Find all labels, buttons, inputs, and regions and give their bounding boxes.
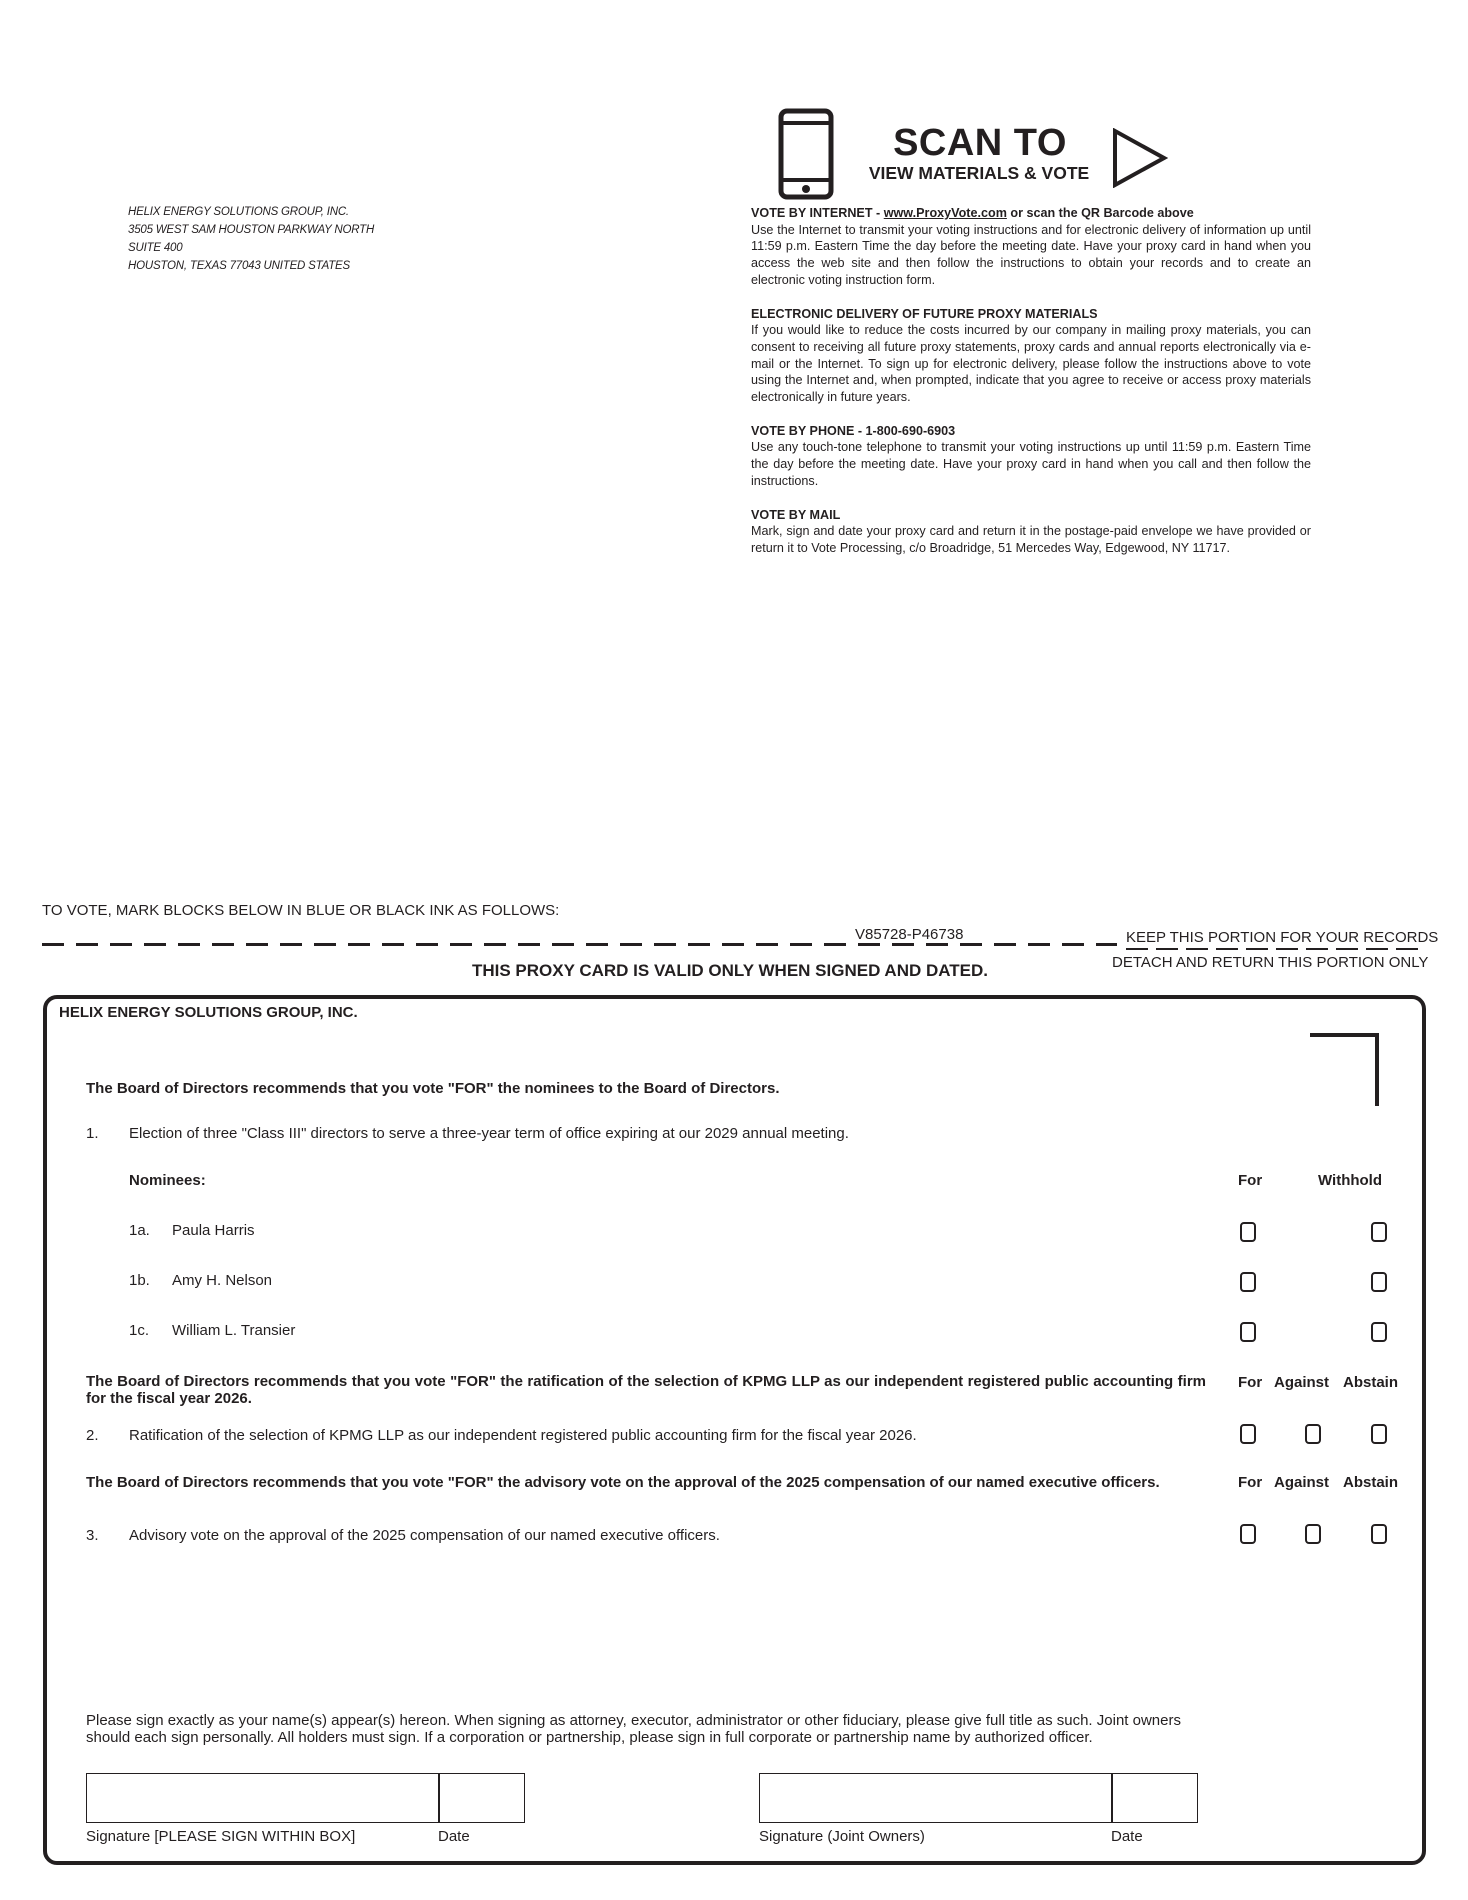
board-recommendation-1: The Board of Directors recommends that you vote "FOR" the nominees to the Board of Directors. xyxy=(86,1080,780,1097)
control-code: V85728-P46738 xyxy=(855,926,964,943)
vote-by-internet-section xyxy=(751,205,1311,289)
vote-by-phone-heading: VOTE BY PHONE - 1-800-690-6903 xyxy=(751,423,956,438)
vote-by-internet-body: Use the Internet to transmit your voting instructions and for electronic delivery of information up until 11:59 p.m. Eastern Time the day before the meeting date. Have your proxy card in hand when you access the web site and then follow the instructions to obtain your records and to create an electronic voting instruction form. xyxy=(751,222,1311,287)
address-line-company: HELIX ENERGY SOLUTIONS GROUP, INC. xyxy=(128,206,349,218)
address-line-city: HOUSTON, TEXAS 77043 UNITED STATES xyxy=(128,260,350,272)
item-1-text: Election of three "Class III" directors to serve a three-year term of office expiring at our 2029 annual meeting. xyxy=(129,1125,849,1142)
return-address xyxy=(128,203,374,275)
signature-date-divider xyxy=(438,1774,440,1822)
card-company-name: HELIX ENERGY SOLUTIONS GROUP, INC. xyxy=(59,1004,358,1021)
proposal-2-for-checkbox[interactable] xyxy=(1240,1424,1256,1444)
joint-signature-box[interactable] xyxy=(759,1773,1198,1823)
vote-by-internet-heading xyxy=(751,205,1311,222)
electronic-delivery-heading: ELECTRONIC DELIVERY OF FUTURE PROXY MATERIALS xyxy=(751,306,1098,321)
nominee-1b-for-checkbox[interactable] xyxy=(1240,1272,1256,1292)
vote-by-mail-body: Mark, sign and date your proxy card and return it in the postage-paid envelope we have provided or return it to Vote Processing, c/o Broadridge, 51 Mercedes Way, Edgewood, NY 11717. xyxy=(751,524,1311,555)
vote-by-mail-heading: VOTE BY MAIL xyxy=(751,507,841,522)
valid-notice: THIS PROXY CARD IS VALID ONLY WHEN SIGNED AND DATED. xyxy=(471,961,989,980)
nominee-1c-name: William L. Transier xyxy=(172,1322,296,1339)
electronic-delivery-body: If you would like to reduce the costs incurred by our company in mailing proxy materials, you can consent to receiving all future proxy statements, proxy cards and annual reports electronically via e-mail or the Internet. To sign up for electronic delivery, please follow the instructions above to vote using the Internet and, when prompted, indicate that you agree to receive or access proxy materials electronically in future years. xyxy=(751,323,1311,405)
nominee-1a-number: 1a. xyxy=(129,1222,150,1239)
proposal-2-abstain-checkbox[interactable] xyxy=(1371,1424,1387,1444)
nominee-1b-name: Amy H. Nelson xyxy=(172,1272,273,1289)
nominee-1a-for-checkbox[interactable] xyxy=(1240,1222,1256,1242)
item-2-number: 2. xyxy=(86,1427,99,1444)
proposal-3-for-checkbox[interactable] xyxy=(1240,1524,1256,1544)
proposal-3-against-checkbox[interactable] xyxy=(1305,1524,1321,1544)
item-2-text: Ratification of the selection of KPMG LLP as our independent registered public accounting firm for the fiscal year 2026. xyxy=(129,1427,917,1444)
proposal-3-abstain-checkbox[interactable] xyxy=(1371,1524,1387,1544)
item-1-number: 1. xyxy=(86,1125,99,1142)
nominee-1b-number: 1b. xyxy=(129,1272,150,1289)
nominee-1c-number: 1c. xyxy=(129,1322,150,1339)
proposal-2-column-abstain: Abstain xyxy=(1343,1374,1399,1391)
electronic-delivery-section xyxy=(751,306,1311,406)
scan-title: SCAN TO xyxy=(893,122,1067,164)
nominee-1a-withhold-checkbox[interactable] xyxy=(1371,1222,1387,1242)
proposal-2-column-for: For xyxy=(1238,1374,1263,1391)
keep-portion-dashed-line xyxy=(1126,948,1422,950)
mark-instructions: TO VOTE, MARK BLOCKS BELOW IN BLUE OR BLACK INK AS FOLLOWS: xyxy=(42,902,560,919)
column-for: For xyxy=(1238,1172,1263,1189)
nominee-1b-withhold-checkbox[interactable] xyxy=(1371,1272,1387,1292)
proposal-3-column-against: Against xyxy=(1274,1474,1330,1491)
address-line-suite: SUITE 400 xyxy=(128,242,183,254)
vote-by-phone-section xyxy=(751,423,1311,490)
vote-by-phone-body: Use any touch-tone telephone to transmit your voting instructions up until 11:59 p.m. Eastern Time the day before the meeting date. Have your proxy card in hand when you call and then follow the instructions. xyxy=(751,440,1311,488)
nominee-1a-name: Paula Harris xyxy=(172,1222,255,1239)
detach-dashed-line xyxy=(42,943,1117,946)
board-recommendation-2: The Board of Directors recommends that you vote "FOR" the ratification of the selection of KPMG LLP as our independent registered public accounting firm for the fiscal year 2026. xyxy=(86,1373,1206,1407)
signature-box[interactable] xyxy=(86,1773,525,1823)
detach-portion-label: DETACH AND RETURN THIS PORTION ONLY xyxy=(1112,954,1429,971)
nominee-1c-for-checkbox[interactable] xyxy=(1240,1322,1256,1342)
nominees-label: Nominees: xyxy=(129,1172,206,1189)
internet-heading-prefix: VOTE BY INTERNET - xyxy=(751,206,884,220)
board-recommendation-3: The Board of Directors recommends that you vote "FOR" the advisory vote on the approval of the 2025 compensation of our named executive officers. xyxy=(86,1474,1160,1491)
smartphone-icon xyxy=(778,108,834,200)
proposal-2-column-against: Against xyxy=(1274,1374,1330,1391)
joint-signature-label: Signature (Joint Owners) xyxy=(759,1828,925,1845)
signature-date-label: Date xyxy=(438,1828,470,1845)
vote-by-mail-section xyxy=(751,507,1311,557)
proposal-2-against-checkbox[interactable] xyxy=(1305,1424,1321,1444)
play-arrow-icon xyxy=(1112,128,1168,188)
corner-registration-mark xyxy=(1310,1033,1379,1106)
proposal-3-column-abstain: Abstain xyxy=(1343,1474,1399,1491)
nominee-1c-withhold-checkbox[interactable] xyxy=(1371,1322,1387,1342)
joint-signature-date-label: Date xyxy=(1111,1828,1143,1845)
signature-instructions: Please sign exactly as your name(s) appear(s) hereon. When signing as attorney, executor, administrator or other fiduciary, please give full title as such. Joint owners should each sign personally. All holders must sign. If a corporation or partnership, please sign in full corporate or partnership name by authorized officer. xyxy=(86,1712,1181,1746)
item-3-text: Advisory vote on the approval of the 2025 compensation of our named executive officers. xyxy=(129,1527,720,1544)
scan-subtitle: VIEW MATERIALS & VOTE xyxy=(868,163,1090,183)
keep-portion-label: KEEP THIS PORTION FOR YOUR RECORDS xyxy=(1126,929,1439,946)
item-3-number: 3. xyxy=(86,1527,99,1544)
proposal-3-column-for: For xyxy=(1238,1474,1263,1491)
voting-instructions xyxy=(751,205,1311,574)
signature-label: Signature [PLEASE SIGN WITHIN BOX] xyxy=(86,1828,356,1845)
address-line-street: 3505 WEST SAM HOUSTON PARKWAY NORTH xyxy=(128,224,375,236)
proxyvote-link[interactable]: www.ProxyVote.com xyxy=(883,206,1007,220)
joint-signature-date-divider xyxy=(1111,1774,1113,1822)
internet-heading-suffix: or scan the QR Barcode above xyxy=(1006,206,1194,220)
column-withhold: Withhold xyxy=(1318,1172,1383,1189)
